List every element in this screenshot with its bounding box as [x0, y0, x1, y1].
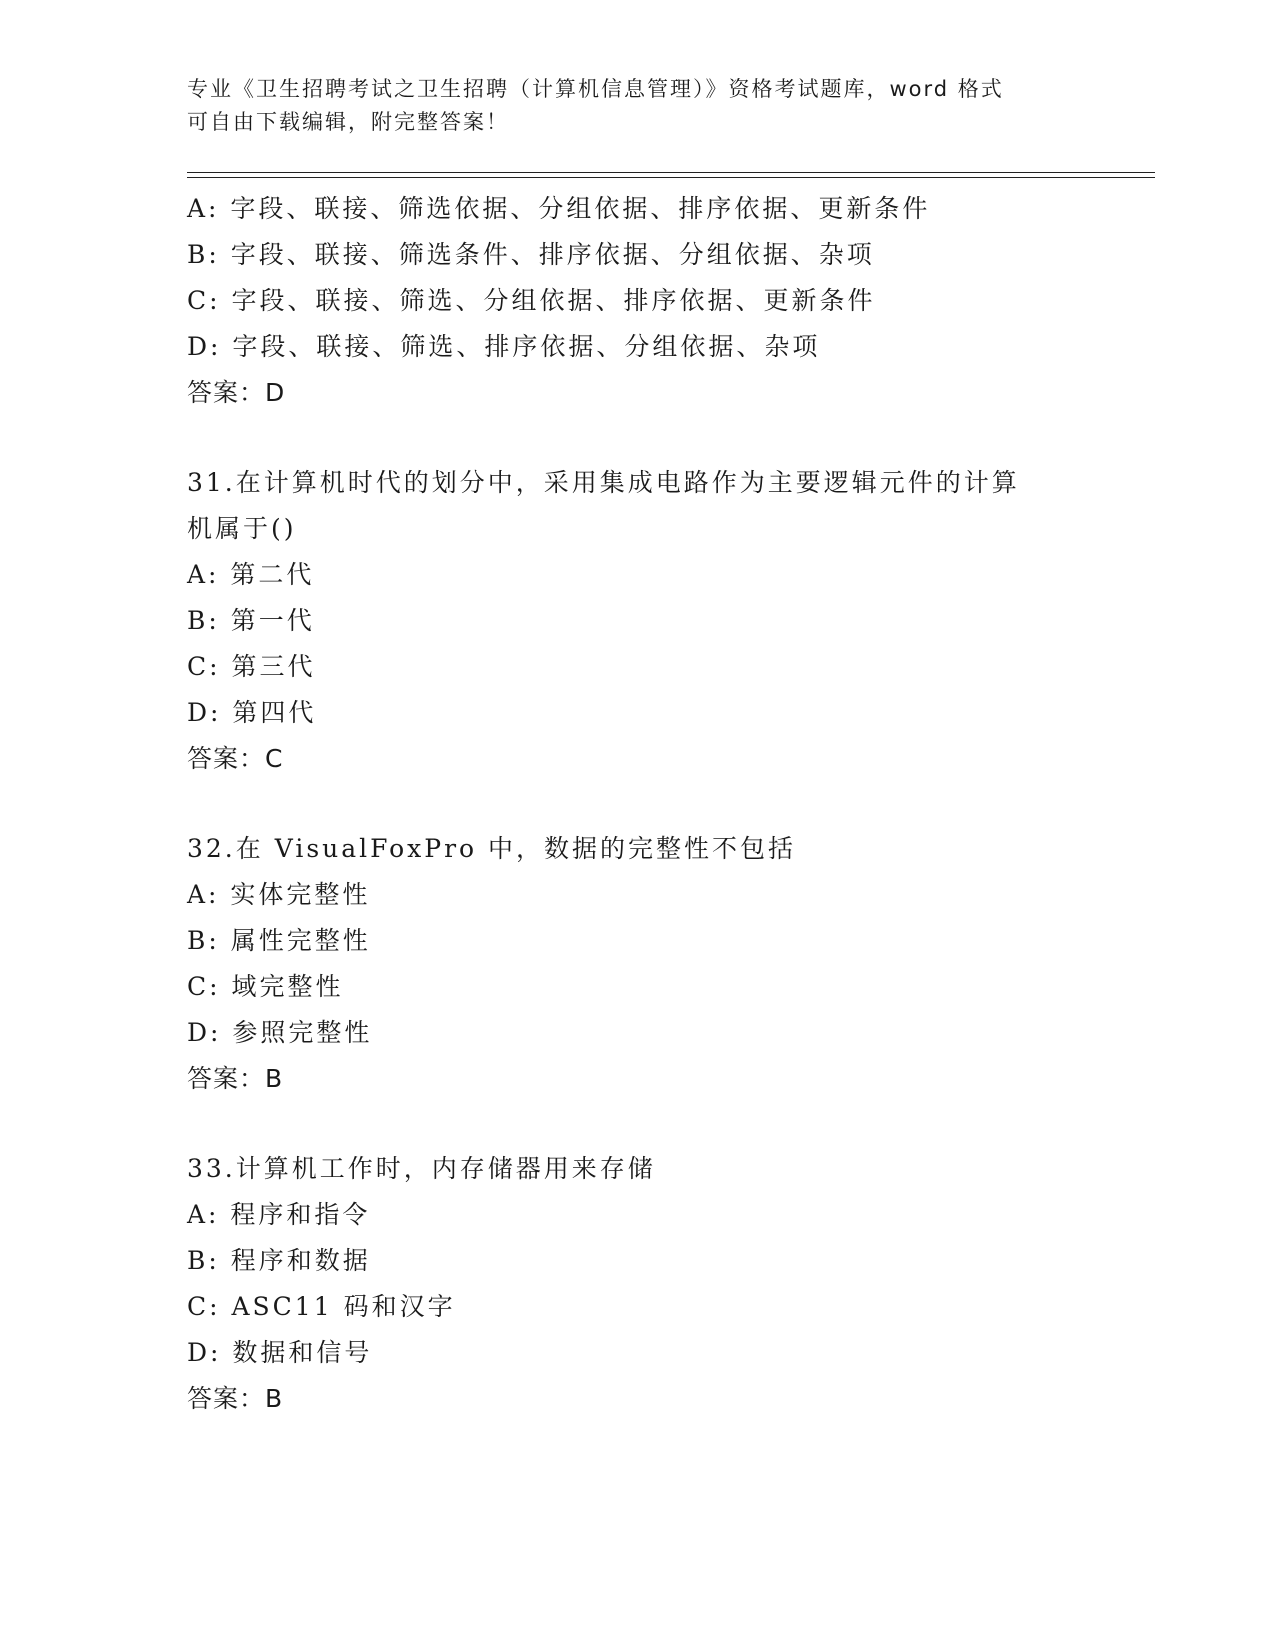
option-d: D: 第四代: [187, 698, 317, 727]
option-a: A: 字段、联接、筛选依据、分组依据、排序依据、更新条件: [187, 194, 931, 223]
header-rule-bottom: [187, 177, 1155, 178]
answer-line: 答案：C: [187, 744, 284, 773]
answer-line: 答案：D: [187, 378, 286, 407]
option-b: B: 程序和数据: [187, 1246, 371, 1275]
answer-line: 答案：B: [187, 1384, 284, 1413]
question-block: [187, 1146, 1147, 1422]
option-a: A: 第二代: [187, 560, 315, 589]
question-block: [187, 460, 1147, 782]
document-header: [187, 73, 1087, 139]
option-d: D: 字段、联接、筛选、排序依据、分组依据、杂项: [187, 332, 821, 361]
header-line-2: 可自由下载编辑，附完整答案！: [187, 110, 509, 134]
question-block: [187, 826, 1147, 1102]
option-b: B: 字段、联接、筛选条件、排序依据、分组依据、杂项: [187, 240, 875, 269]
question-list: [187, 186, 1147, 1422]
option-c: C: 第三代: [187, 652, 316, 681]
header-line-1: 专业《卫生招聘考试之卫生招聘（计算机信息管理）》资格考试题库，word 格式: [187, 77, 1004, 101]
option-a: A: 实体完整性: [187, 880, 371, 909]
question-text: 32.在 VisualFoxPro 中，数据的完整性不包括: [187, 834, 797, 863]
header-rule-top: [187, 172, 1155, 173]
option-b: B: 属性完整性: [187, 926, 371, 955]
option-b: B: 第一代: [187, 606, 315, 635]
option-d: D: 参照完整性: [187, 1018, 373, 1047]
option-c: C: ASC11 码和汉字: [187, 1292, 456, 1321]
spacer: [187, 416, 1147, 460]
question-block: [187, 186, 1147, 416]
spacer: [187, 782, 1147, 826]
option-c: C: 域完整性: [187, 972, 344, 1001]
option-c: C: 字段、联接、筛选、分组依据、排序依据、更新条件: [187, 286, 876, 315]
spacer: [187, 1102, 1147, 1146]
option-a: A: 程序和指令: [187, 1200, 371, 1229]
question-text: 31.在计算机时代的划分中，采用集成电路作为主要逻辑元件的计算机属于(): [187, 468, 1020, 543]
answer-line: 答案：B: [187, 1064, 284, 1093]
option-d: D: 数据和信号: [187, 1338, 373, 1367]
question-text: 33.计算机工作时，内存储器用来存储: [187, 1154, 656, 1183]
